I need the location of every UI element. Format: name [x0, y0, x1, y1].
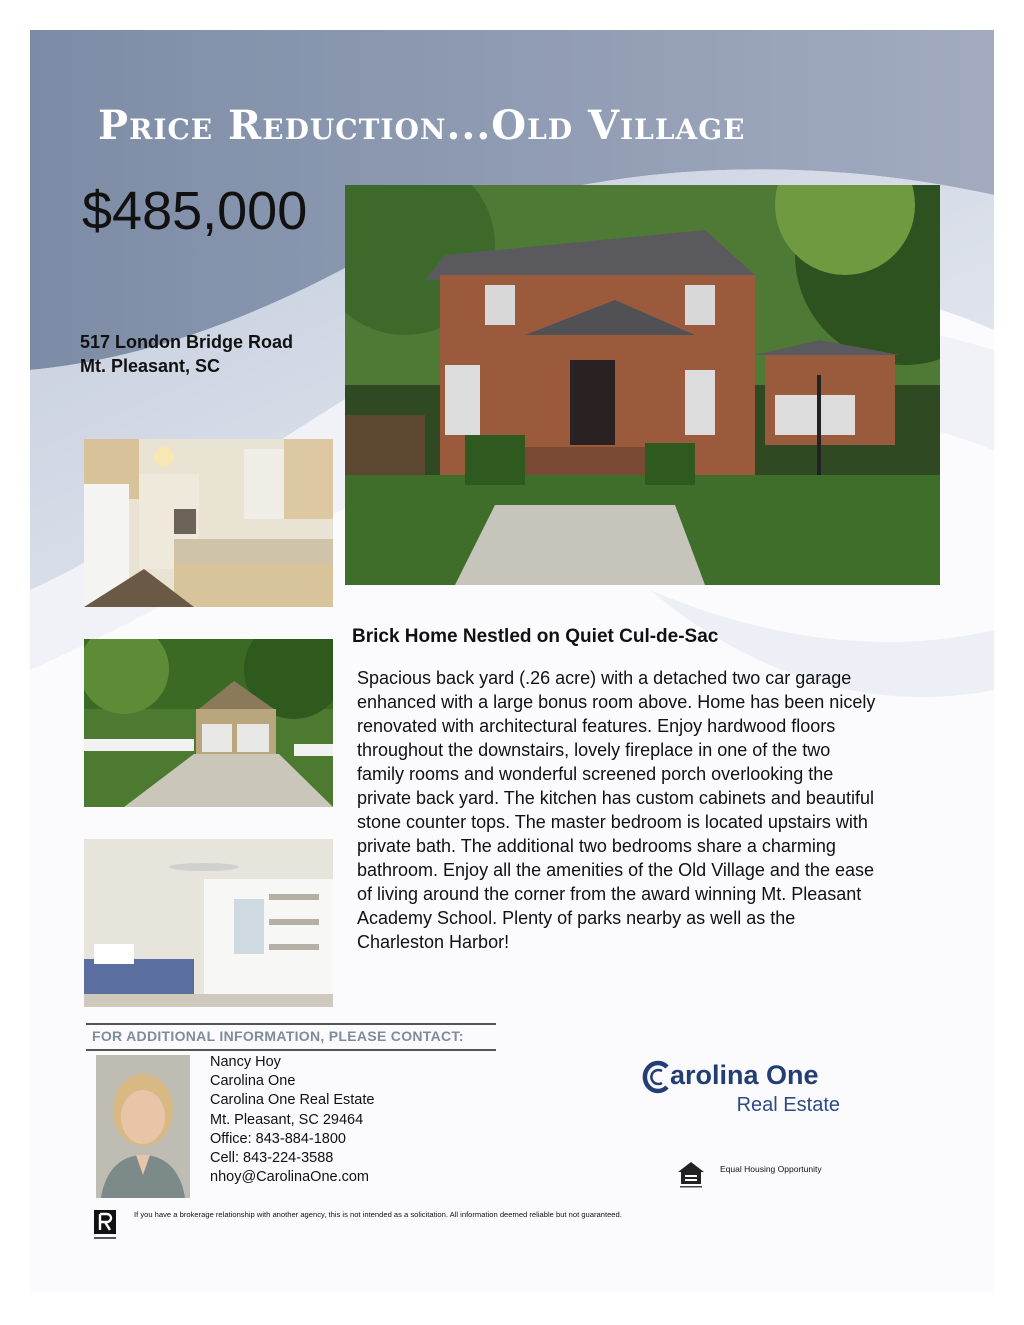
carolina-one-c-icon [642, 1060, 672, 1094]
description-body: Spacious back yard (.26 acre) with a detached two car garage enhanced with a large bonus room above. Home has been nicely renovated with architectural features. Enjoy hardwood floors throughout the downstairs, lovely fireplace in one of the two family rooms and wonderful screened porch overlooking the private back yard. The kitchen has custom cabinets and beautiful stone counter tops. The master bedroom is located upstairs with private bath. The additional two bedrooms share a charming bathroom. Enjoy all the amenities of the Old Village and the ease of living around the corner from the award winning Mt. Pleasant Academy School. Plenty of parks nearby as well as the Charleston Harbor! [357, 668, 876, 952]
agent-email[interactable]: nhoy@CarolinaOne.com [210, 1169, 369, 1186]
agent-name: Nancy Hoy [210, 1054, 281, 1070]
description-title: Brick Home Nestled on Quiet Cul-de-Sac [352, 626, 719, 647]
realtor-icon [92, 1208, 120, 1242]
listing-price: $485,000 [82, 181, 308, 241]
bedroom-photo [84, 839, 333, 1007]
property-address [80, 330, 293, 378]
logo-title: arolina One [670, 1060, 819, 1090]
headline: Price Reduction...Old Village [98, 102, 746, 149]
address-street: 517 London Bridge Road [80, 332, 294, 352]
main-house-photo [345, 185, 940, 585]
flyer-sheet [30, 30, 994, 1292]
contact-heading: FOR ADDITIONAL INFORMATION, PLEASE CONTACT: [92, 1028, 464, 1044]
equal-housing-icon [676, 1160, 706, 1190]
agent-photo [96, 1055, 190, 1198]
agent-info [210, 1053, 374, 1187]
carolina-one-logo [642, 1060, 842, 1126]
address-city: Mt. Pleasant, SC [80, 356, 221, 376]
disclaimer-text: If you have a brokerage relationship with another agency, this is not intended as a solicitation. All information deemed reliable but not guaranteed. [134, 1210, 622, 1219]
garage-photo [84, 639, 333, 807]
contact-heading-bar [86, 1023, 496, 1051]
agent-city: Mt. Pleasant, SC 29464 [210, 1111, 364, 1128]
agent-brokerage: Carolina One Real Estate [210, 1092, 375, 1109]
kitchen-photo [84, 439, 333, 607]
equal-housing-text: Equal Housing Opportunity [720, 1164, 822, 1174]
agent-office-phone: Office: 843-884-1800 [210, 1130, 346, 1147]
agent-company: Carolina One [210, 1073, 296, 1090]
logo-subtitle: Real Estate [736, 1094, 840, 1116]
agent-cell-phone: Cell: 843-224-3588 [210, 1150, 334, 1167]
